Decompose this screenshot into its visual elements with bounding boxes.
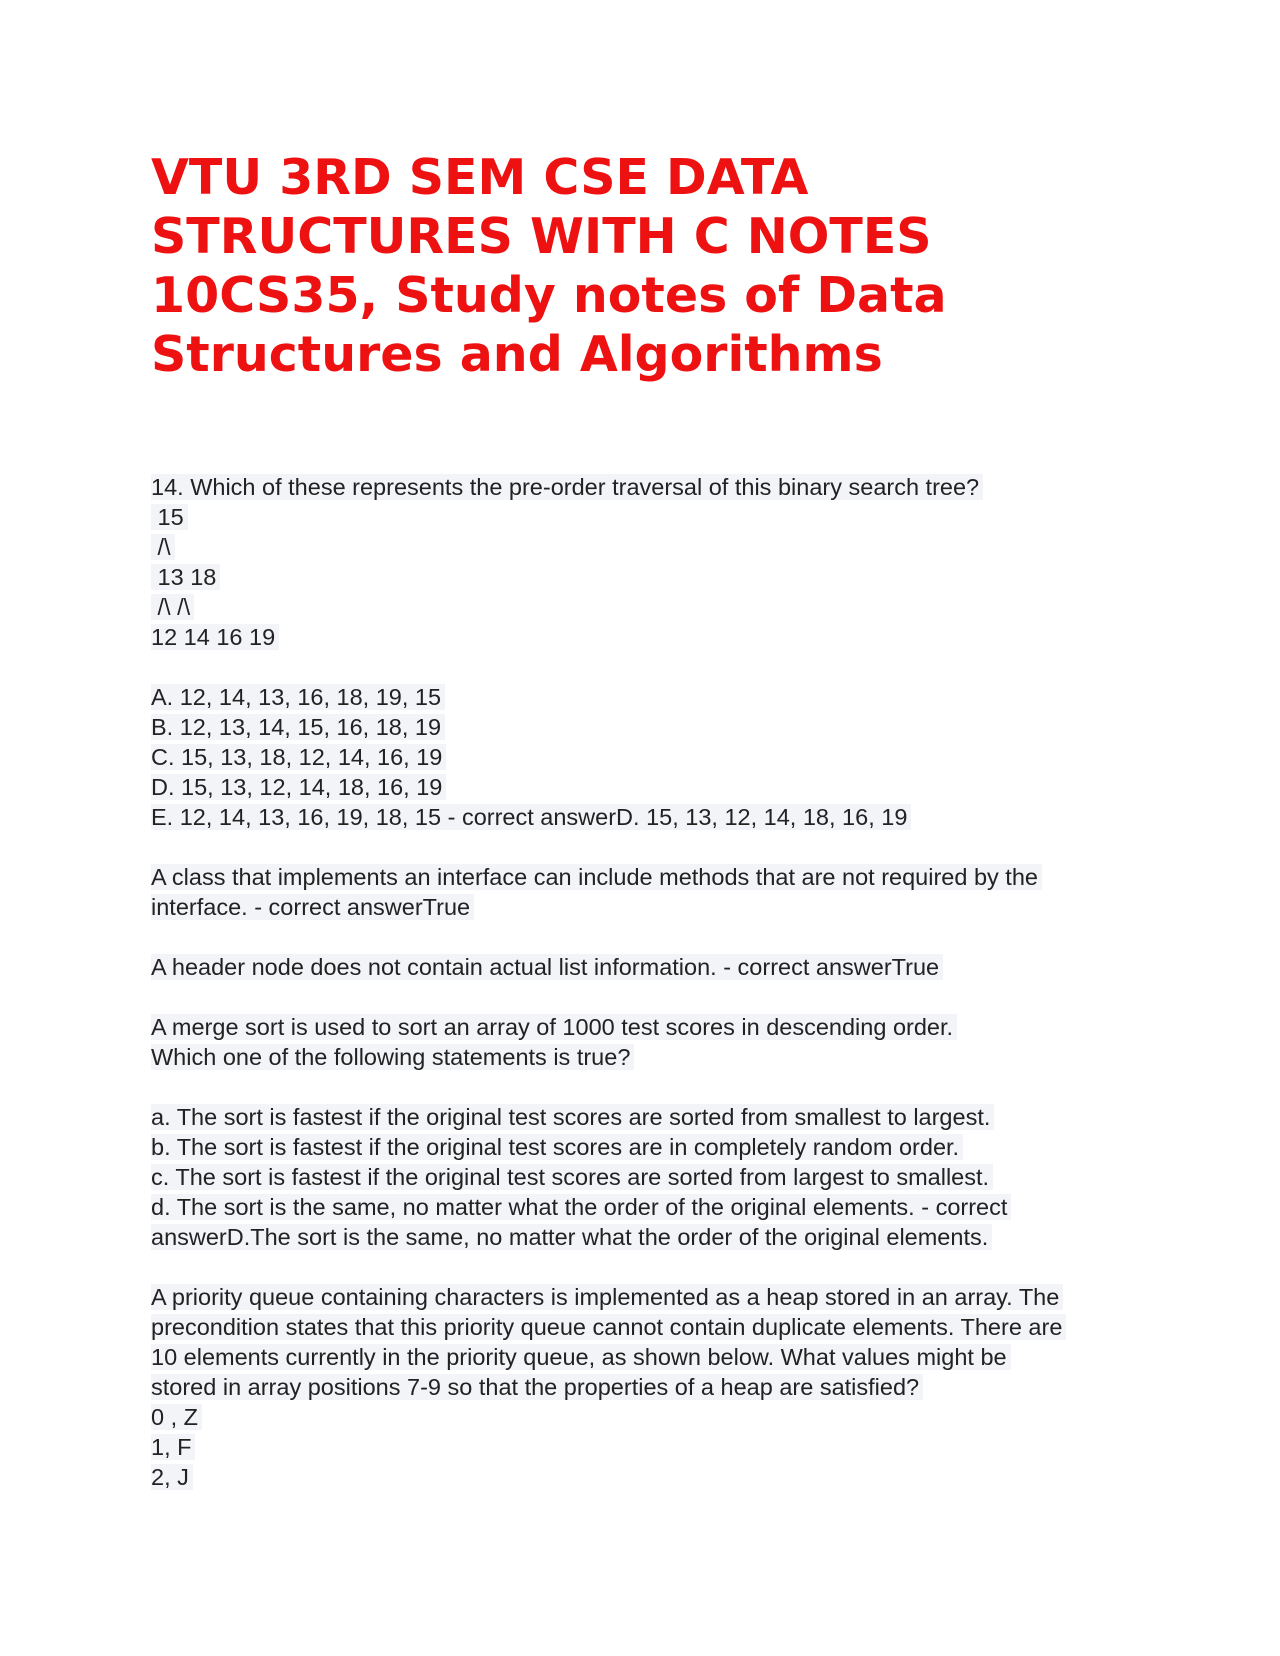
merge-option: answerD.The sort is the same, no matter what the order of the original elements. xyxy=(151,1222,1161,1252)
merge-option: c. The sort is fastest if the original test scores are sorted from largest to smallest. xyxy=(151,1162,1161,1192)
q14-option: D. 15, 13, 12, 14, 18, 16, 19 xyxy=(151,772,1161,802)
document-body xyxy=(151,472,1161,1492)
title-line: STRUCTURES WITH C NOTES xyxy=(151,208,932,265)
merge-question: Which one of the following statements is true? xyxy=(151,1042,1161,1072)
q14-option: E. 12, 14, 13, 16, 19, 18, 15 - correct answerD. 15, 13, 12, 14, 18, 16, 19 xyxy=(151,802,1161,832)
heap-question: stored in array positions 7-9 so that the properties of a heap are satisfied? xyxy=(151,1372,1161,1402)
q14-question: 14. Which of these represents the pre-order traversal of this binary search tree? xyxy=(151,472,1161,502)
title-line: Structures and Algorithms xyxy=(151,326,883,383)
q14-tree-line: /\ xyxy=(151,532,1161,562)
q14-option: B. 12, 13, 14, 15, 16, 18, 19 xyxy=(151,712,1161,742)
q14-option: C. 15, 13, 18, 12, 14, 16, 19 xyxy=(151,742,1161,772)
q14-tree-line: /\ /\ xyxy=(151,592,1161,622)
q14-tree-line: 13 18 xyxy=(151,562,1161,592)
heap-question: 10 elements currently in the priority queue, as shown below. What values might be xyxy=(151,1342,1161,1372)
heap-question: A priority queue containing characters is implemented as a heap stored in an array. The xyxy=(151,1282,1161,1312)
q14-tree-line: 15 xyxy=(151,502,1161,532)
heap-item: 1, F xyxy=(151,1432,1161,1462)
title-line: VTU 3RD SEM CSE DATA xyxy=(151,149,809,206)
title-line: 10CS35, Study notes of Data xyxy=(151,267,947,324)
merge-option: a. The sort is fastest if the original test scores are sorted from smallest to largest. xyxy=(151,1102,1161,1132)
merge-option: b. The sort is fastest if the original test scores are in completely random order. xyxy=(151,1132,1161,1162)
heap-question: precondition states that this priority queue cannot contain duplicate elements. There are xyxy=(151,1312,1161,1342)
document-title xyxy=(151,148,1171,384)
header-node-question: A header node does not contain actual list information. - correct answerTrue xyxy=(151,952,1161,982)
heap-item: 0 , Z xyxy=(151,1402,1161,1432)
q14-option: A. 12, 14, 13, 16, 18, 19, 15 xyxy=(151,682,1161,712)
merge-question: A merge sort is used to sort an array of 1000 test scores in descending order. xyxy=(151,1012,1161,1042)
q14-tree-line: 12 14 16 19 xyxy=(151,622,1161,652)
heap-item: 2, J xyxy=(151,1462,1161,1492)
interface-question: A class that implements an interface can include methods that are not required by the xyxy=(151,862,1161,892)
merge-option: d. The sort is the same, no matter what the order of the original elements. - correct xyxy=(151,1192,1161,1222)
interface-question: interface. - correct answerTrue xyxy=(151,892,1161,922)
